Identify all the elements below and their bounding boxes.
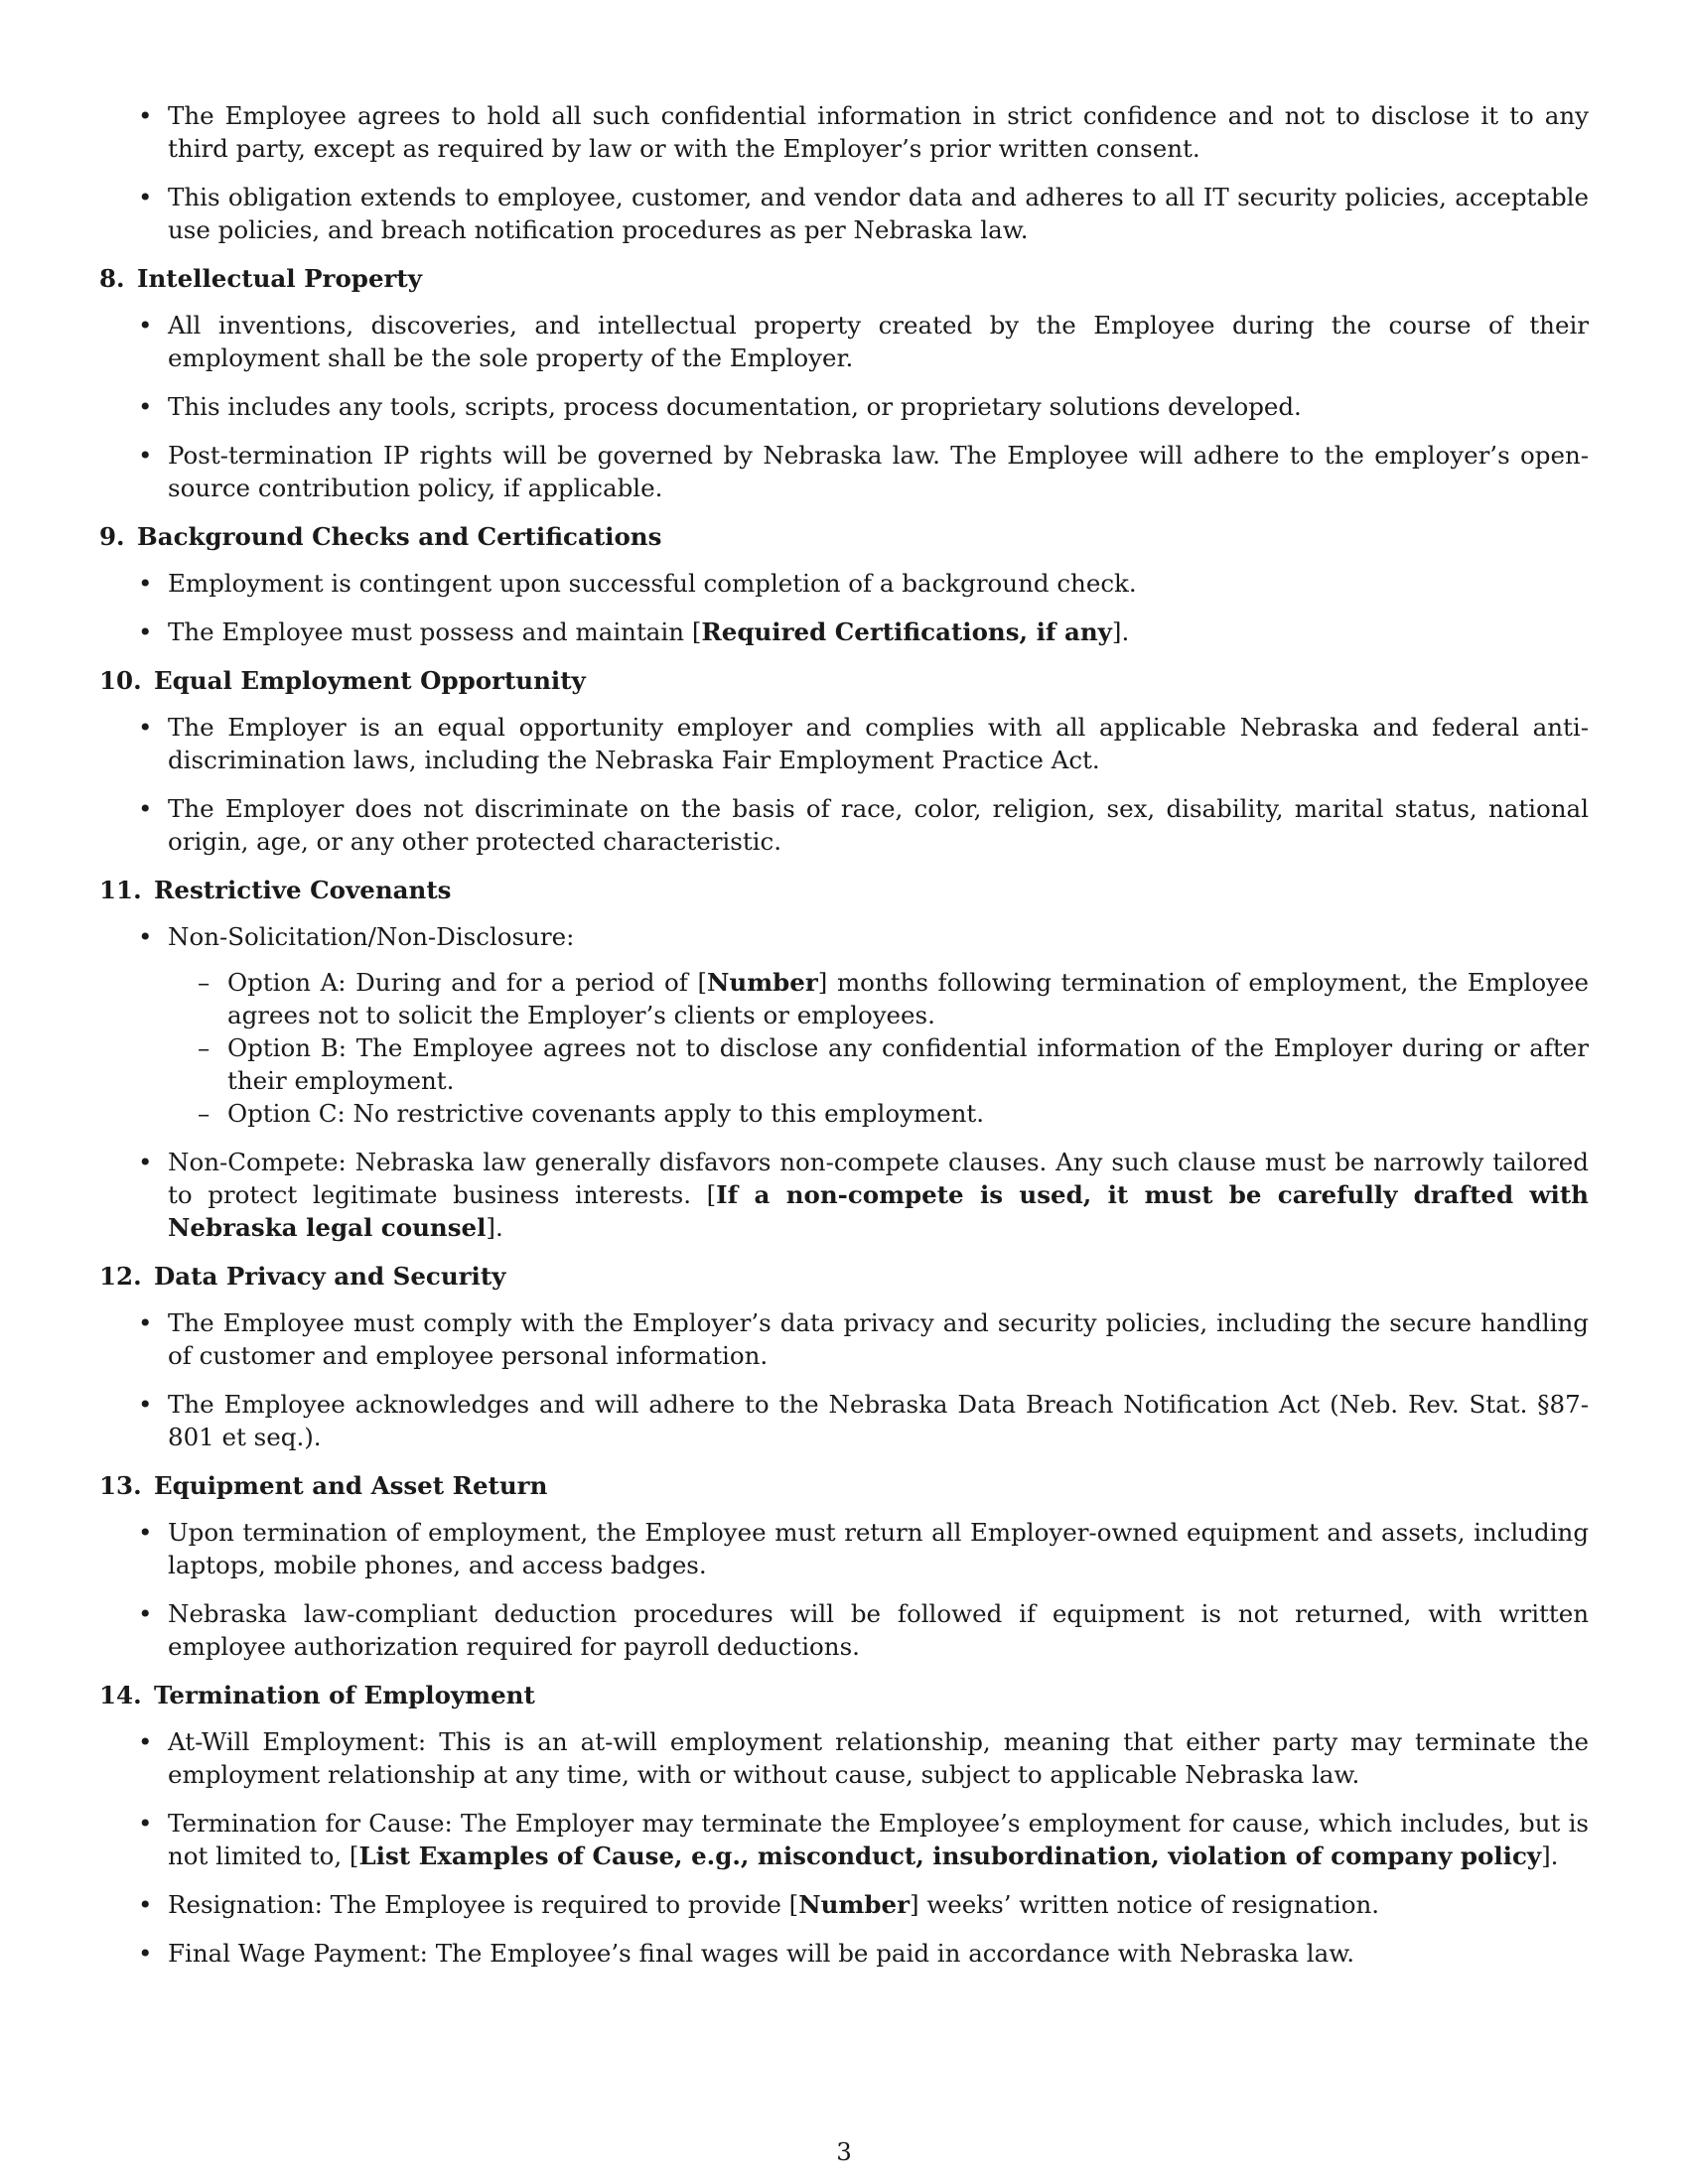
text: Non-Compete: Nebraska law generally disfavors non-compete clauses. Any such clause must be narrowly tailored to protect legitimate business interests. [: [168, 1148, 1589, 1209]
section-title: Termination of Employment: [154, 1681, 535, 1709]
list-item: [99, 1888, 1589, 1921]
section-title: Data Privacy and Security: [154, 1262, 506, 1291]
bullet-list: [99, 920, 1589, 1244]
sub-list-item: [168, 966, 1589, 1031]
placeholder-field: Required Certifications, if any: [701, 617, 1112, 646]
list-item: • The Employee agrees to hold all such confidential information in strict confidence and not to disclose it to any third party, except as required by law or with the Employer’s prior written consent.: [99, 99, 1589, 165]
list-item: • Nebraska law-compliant deduction procedures will be followed if equipment is not returned, with written employee authorization required for payroll deductions.: [99, 1597, 1589, 1663]
bullet-list: [99, 1725, 1589, 1970]
section-title: Background Checks and Certifications: [137, 522, 662, 551]
section-number: 10.: [99, 666, 142, 695]
list-item: • All inventions, discoveries, and intellectual property created by the Employee during the course of their employment shall be the sole property of the Employer.: [99, 309, 1589, 374]
list-item: • The Employee must comply with the Employer’s data privacy and security policies, including the secure handling of customer and employee personal information.: [99, 1306, 1589, 1372]
list-item: • Employment is contingent upon successful completion of a background check.: [99, 567, 1589, 600]
bullet-list: [99, 99, 1589, 246]
section-heading: [99, 1469, 1589, 1502]
section-11: [99, 874, 1589, 1244]
text: Option A: During and for a period of [: [227, 968, 708, 997]
list-item: • The Employee acknowledges and will adhere to the Nebraska Data Breach Notification Act (Neb. Rev. Stat. §87-801 et seq.).: [99, 1388, 1589, 1453]
bullet-list: [99, 711, 1589, 858]
section-13: [99, 1469, 1589, 1663]
section-12: [99, 1260, 1589, 1453]
placeholder-field: If a non-compete is used, it must be carefully drafted with Nebraska legal counsel: [168, 1180, 1589, 1242]
document-body: [99, 99, 1589, 1985]
placeholder-field: Number: [707, 968, 818, 997]
sub-list-item: – Option B: The Employee agrees not to disclose any confidential information of the Employer during or after their employment.: [168, 1031, 1589, 1097]
text: The Employee must possess and maintain [: [168, 617, 702, 646]
section-number: 9.: [99, 522, 125, 551]
text: ].: [1541, 1842, 1559, 1870]
section-heading: [99, 874, 1589, 906]
bullet-list: [99, 309, 1589, 504]
section-number: 8.: [99, 264, 125, 293]
section-heading: [99, 520, 1589, 553]
list-item: • The Employer does not discriminate on the basis of race, color, religion, sex, disability, marital status, national origin, age, or any other protected characteristic.: [99, 792, 1589, 858]
section-title: Restrictive Covenants: [154, 876, 452, 904]
list-item: • The Employer is an equal opportunity employer and complies with all applicable Nebraska and federal anti-discrimination laws, including the Nebraska Fair Employment Practice Act.: [99, 711, 1589, 776]
section-7-continued: [99, 99, 1589, 246]
section-8: [99, 262, 1589, 504]
list-item: [99, 1807, 1589, 1872]
section-number: 14.: [99, 1681, 142, 1709]
section-9: [99, 520, 1589, 648]
list-item: • Upon termination of employment, the Employee must return all Employer-owned equipment and assets, including laptops, mobile phones, and access badges.: [99, 1516, 1589, 1581]
text: ] weeks’ written notice of resignation.: [909, 1890, 1380, 1919]
bullet-list: [99, 567, 1589, 648]
placeholder-field: Number: [798, 1890, 910, 1919]
section-title: Equal Employment Opportunity: [154, 666, 586, 695]
list-item: • At-Will Employment: This is an at-will employment relationship, meaning that either party may terminate the employment relationship at any time, with or without cause, subject to applicable Nebraska law.: [99, 1725, 1589, 1791]
section-heading: [99, 664, 1589, 697]
page-number: 3: [836, 2137, 852, 2166]
bullet-list: [99, 1516, 1589, 1663]
text: Non-Solicitation/Non-Disclosure:: [168, 922, 575, 951]
placeholder-field: List Examples of Cause, e.g., misconduct, insubordination, violation of company policy: [358, 1842, 1542, 1870]
section-heading: [99, 262, 1589, 295]
list-item: [99, 1146, 1589, 1244]
section-14: [99, 1679, 1589, 1970]
list-item: [99, 615, 1589, 648]
text: Resignation: The Employee is required to provide [: [168, 1890, 799, 1919]
list-item: • This includes any tools, scripts, process documentation, or proprietary solutions developed.: [99, 390, 1589, 423]
section-title: Equipment and Asset Return: [154, 1471, 548, 1500]
text: ] months following termination of employment, the Employee agrees not to solicit the Employer’s clients or employees.: [227, 968, 1589, 1029]
sub-list: [168, 966, 1589, 1130]
text: ].: [1111, 617, 1130, 646]
section-10: [99, 664, 1589, 858]
section-heading: [99, 1260, 1589, 1293]
section-number: 13.: [99, 1471, 142, 1500]
section-title: Intellectual Property: [137, 264, 422, 293]
list-item: • This obligation extends to employee, customer, and vendor data and adheres to all IT security policies, acceptable use policies, and breach notification procedures as per Nebraska law.: [99, 181, 1589, 246]
section-heading: [99, 1679, 1589, 1711]
sub-list-item: – Option C: No restrictive covenants apply to this employment.: [168, 1097, 1589, 1130]
text: Termination for Cause: The Employer may terminate the Employee’s employment for cause, which includes, but is not limited to, [: [168, 1809, 1589, 1870]
bullet-list: [99, 1306, 1589, 1453]
text: ].: [486, 1213, 503, 1242]
list-item: • Post-termination IP rights will be governed by Nebraska law. The Employee will adhere to the employer’s open-source contribution policy, if applicable.: [99, 439, 1589, 504]
section-number: 11.: [99, 876, 142, 904]
list-item: • Final Wage Payment: The Employee’s final wages will be paid in accordance with Nebraska law.: [99, 1937, 1589, 1970]
section-number: 12.: [99, 1262, 142, 1291]
list-item: [99, 920, 1589, 1130]
